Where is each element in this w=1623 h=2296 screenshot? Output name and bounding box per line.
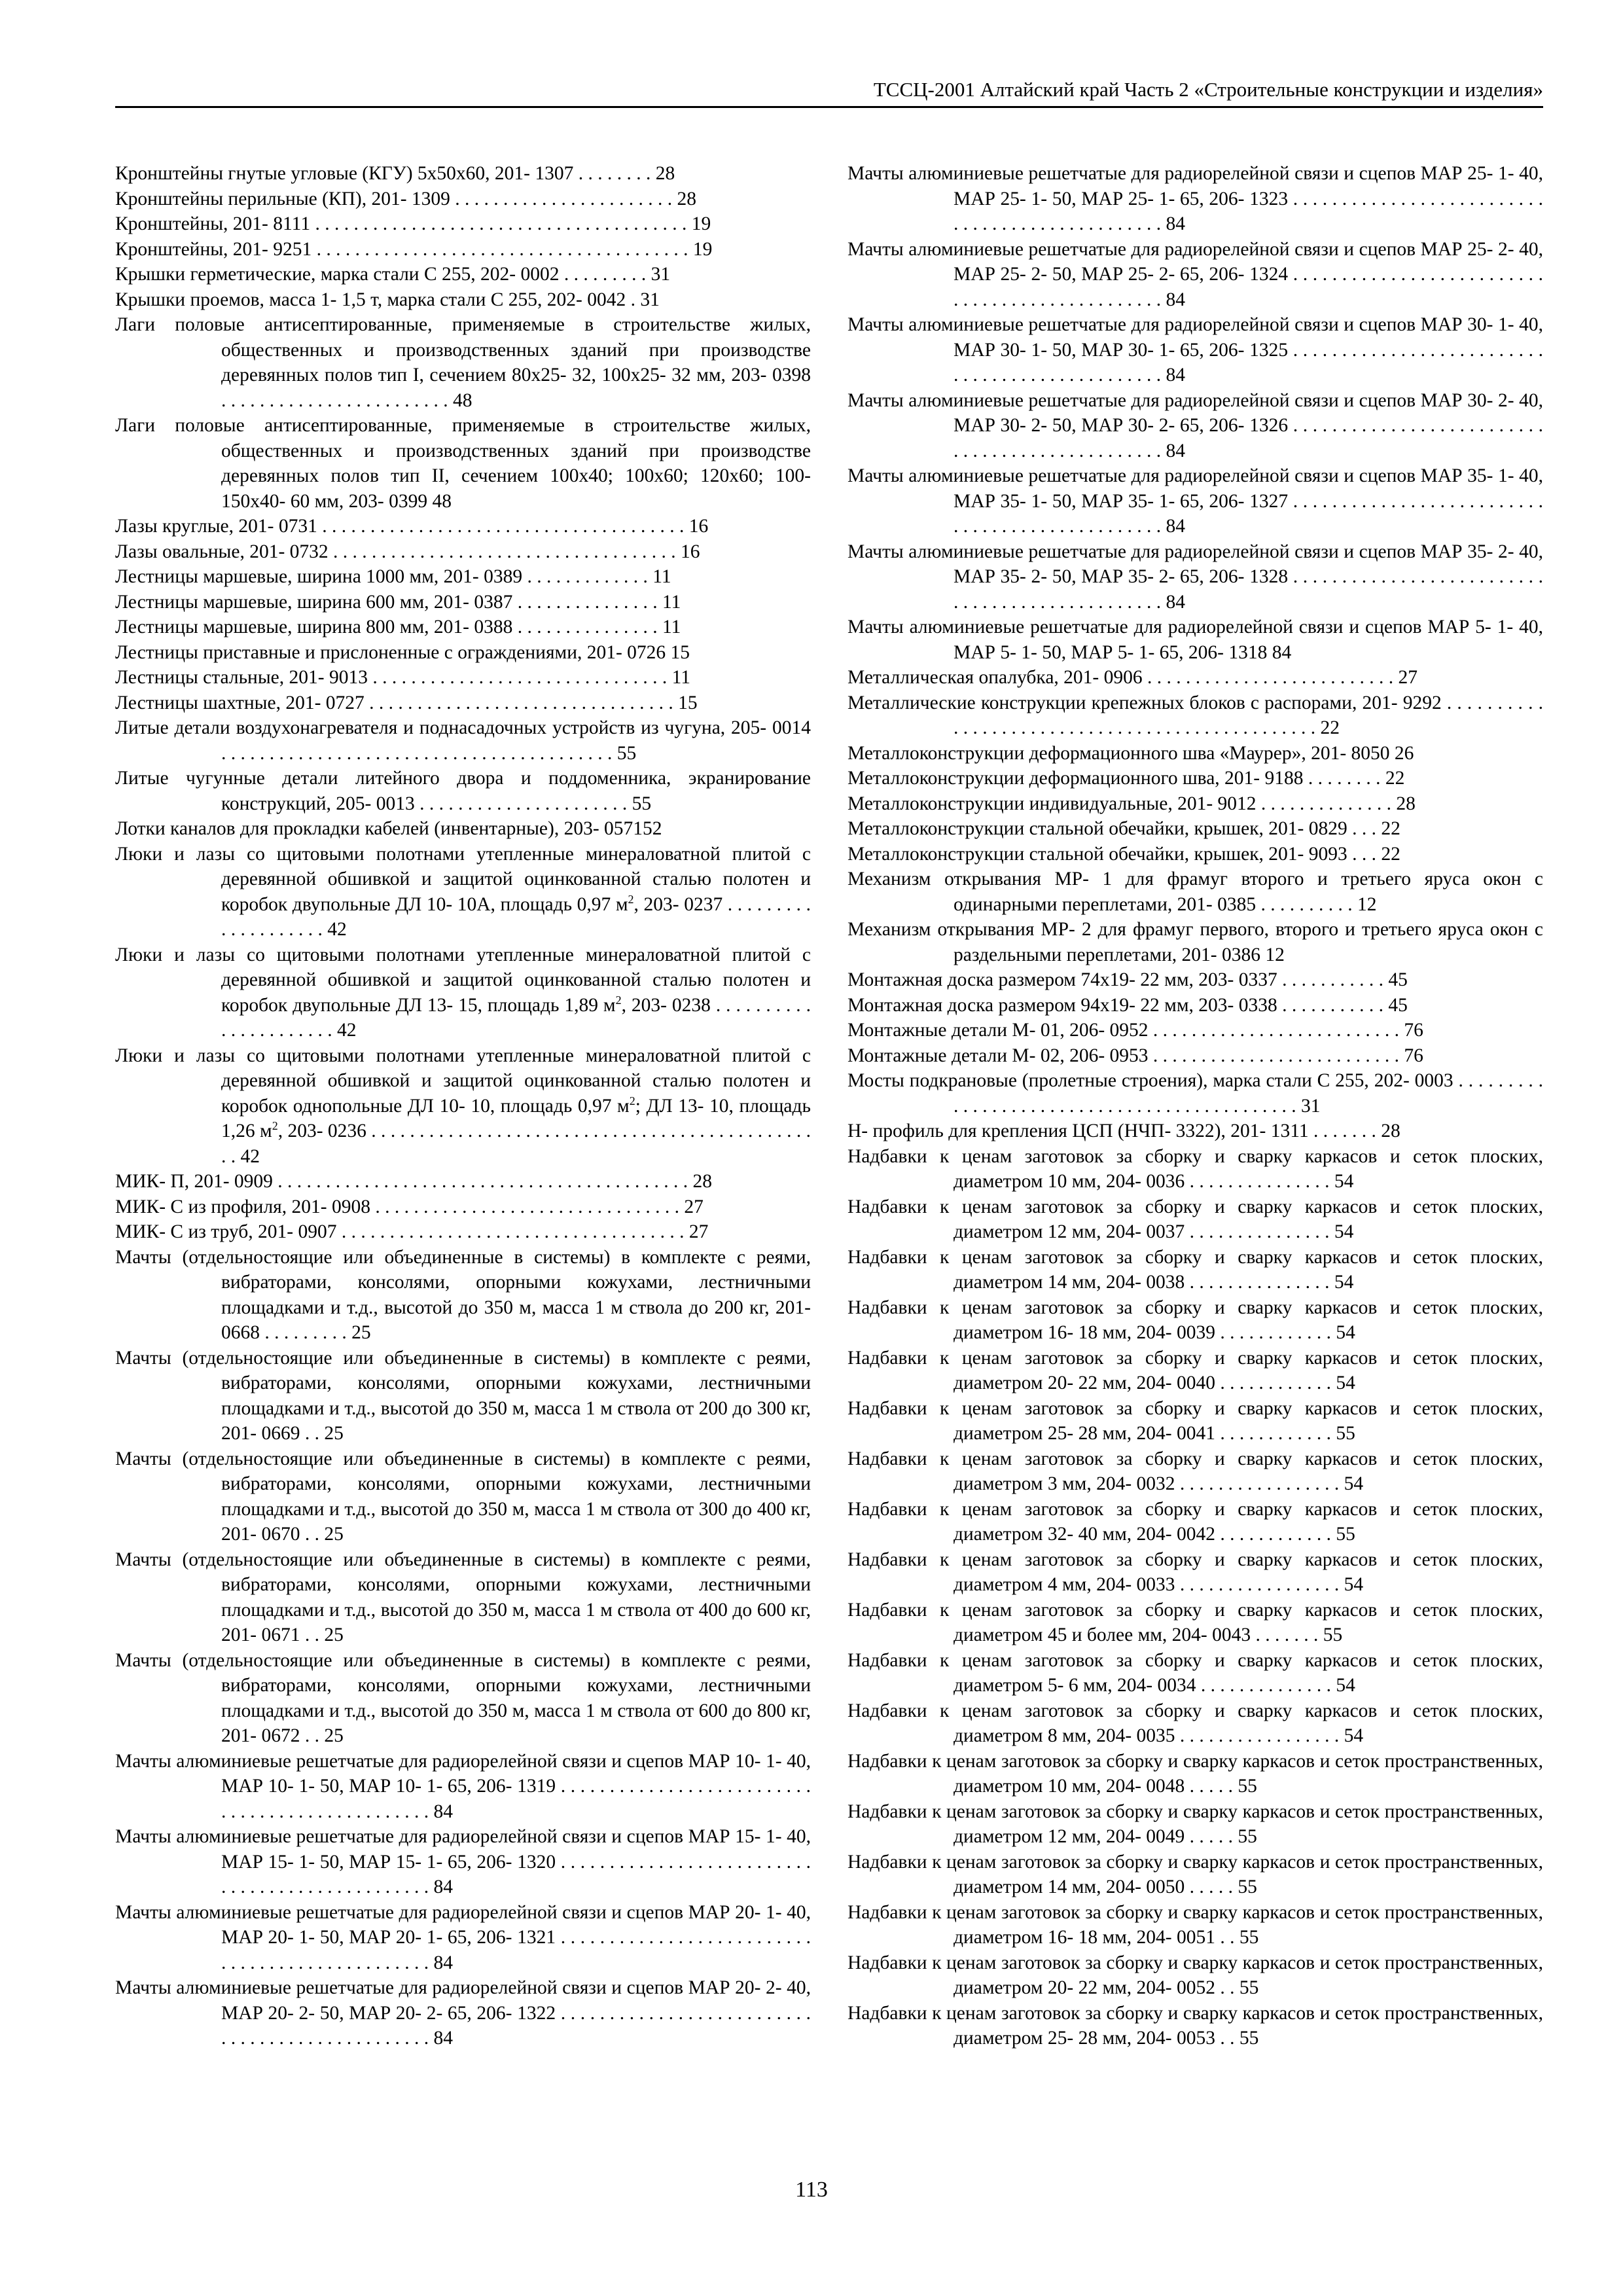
index-entry: Лазы круглые, 201- 0731 . . . . . . . . . . . . . . . . . . . . . . . . . . . . . . . . . . . . . . 16: [115, 516, 709, 537]
index-entry: Мачты алюминиевые решетчатые для радиорелейной связи и сцепов МАР 5- 1- 40, МАР 5- 1- 50, МАР 5- 1- 65, 206- 1318 84: [847, 617, 1543, 663]
index-entry: Кронштейны, 201- 8111 . . . . . . . . . . . . . . . . . . . . . . . . . . . . . . . . . . . . . . . 19: [115, 213, 711, 234]
index-entry: Надбавки к ценам заготовок за сборку и сварку каркасов и сеток плоских, диаметром 10 мм, 204- 0036 . . . . . . . . . . . . . . . 54: [847, 1145, 1543, 1192]
index-entry: Лотки каналов для прокладки кабелей (инвентарные), 203- 057152: [115, 818, 662, 839]
index-entry: Лаги половые антисептированные, применяемые в строительстве жилых, общественных и производственных зданий при производстве деревянных полов тип I, сечением 80х25- 32, 100х25- 32 мм, 203- 0398 . . . . . . . . . . . . . . . . . . . . . . . . 48: [115, 314, 811, 411]
index-entry: Надбавки к ценам заготовок за сборку и сварку каркасов и сеток плоских, диаметром 5- 6 мм, 204- 0034 . . . . . . . . . . . . . . 54: [847, 1649, 1543, 1696]
index-entry: Мачты (отдельностоящие или объединенные в системы) в комплекте с реями, вибраторами, консолями, опорными кожухами, лестничными площадками и т.д., высотой до 350 м, масса 1 м ствола от 300 до 400 кг, 201- 0670 . . 25: [115, 1448, 811, 1545]
index-entry: Металлические конструкции крепежных блоков с распорами, 201- 9292 . . . . . . . . . . . . . . . . . . . . . . . . . . . . . . . . . . . . . . . . . . . . . . . . 22: [847, 692, 1543, 738]
index-entry: Надбавки к ценам заготовок за сборку и сварку каркасов и сеток пространственных, диаметром 14 мм, 204- 0050 . . . . . 55: [847, 1851, 1543, 1897]
index-entry: Лестницы маршевые, ширина 600 мм, 201- 0387 . . . . . . . . . . . . . . . 11: [115, 591, 681, 613]
index-entry: Мачты алюминиевые решетчатые для радиорелейной связи и сцепов МАР 20- 1- 40, МАР 20- 1- 50, МАР 20- 1- 65, 206- 1321 . . . . . . . . . . . . . . . . . . . . . . . . . . . . . . . . . . . . . . . . . . . . . . . . 84: [115, 1901, 811, 1973]
index-entry: Надбавки к ценам заготовок за сборку и сварку каркасов и сеток пространственных, диаметром 10 мм, 204- 0048 . . . . . 55: [847, 1750, 1543, 1797]
index-entry: Надбавки к ценам заготовок за сборку и сварку каркасов и сеток плоских, диаметром 45 и более мм, 204- 0043 . . . . . . . 55: [847, 1599, 1543, 1645]
index-entry: Надбавки к ценам заготовок за сборку и сварку каркасов и сеток плоских, диаметром 16- 18 мм, 204- 0039 . . . . . . . . . . . . 54: [847, 1297, 1543, 1343]
index-entry: Надбавки к ценам заготовок за сборку и сварку каркасов и сеток пространственных, диаметром 20- 22 мм, 204- 0052 . . 55: [847, 1952, 1543, 1998]
index-entry: Мачты алюминиевые решетчатые для радиорелейной связи и сцепов МАР 25- 1- 40, МАР 25- 1- 50, МАР 25- 1- 65, 206- 1323 . . . . . . . . . . . . . . . . . . . . . . . . . . . . . . . . . . . . . . . . . . . . . . . . 84: [847, 163, 1543, 234]
index-entry: Монтажные детали М- 01, 206- 0952 . . . . . . . . . . . . . . . . . . . . . . . . . . 76: [847, 1020, 1423, 1041]
index-entry: Монтажные детали М- 02, 206- 0953 . . . . . . . . . . . . . . . . . . . . . . . . . . 76: [847, 1045, 1423, 1066]
index-entry: Мачты (отдельностоящие или объединенные в системы) в комплекте с реями, вибраторами, консолями, опорными кожухами, лестничными площадками и т.д., высотой до 350 м, масса 1 м ствола от 200 до 300 кг, 201- 0669 . . 25: [115, 1347, 811, 1444]
index-entry: Надбавки к ценам заготовок за сборку и сварку каркасов и сеток плоских, диаметром 3 мм, 204- 0032 . . . . . . . . . . . . . . . . . 54: [847, 1448, 1543, 1494]
index-entry: Надбавки к ценам заготовок за сборку и сварку каркасов и сеток плоских, диаметром 20- 22 мм, 204- 0040 . . . . . . . . . . . . 54: [847, 1347, 1543, 1393]
index-entry: Лазы овальные, 201- 0732 . . . . . . . . . . . . . . . . . . . . . . . . . . . . . . . . . . . . 16: [115, 541, 700, 562]
index-column-right: [847, 161, 1543, 2051]
index-entry: Мачты алюминиевые решетчатые для радиорелейной связи и сцепов МАР 35- 2- 40, МАР 35- 2- 50, МАР 35- 2- 65, 206- 1328 . . . . . . . . . . . . . . . . . . . . . . . . . . . . . . . . . . . . . . . . . . . . . . . . 84: [847, 541, 1543, 613]
index-entry: Монтажная доска размером 94х19- 22 мм, 203- 0338 . . . . . . . . . . . 45: [847, 994, 1408, 1016]
index-entry: Металлоконструкции деформационного шва, 201- 9188 . . . . . . . . 22: [847, 768, 1405, 789]
index-entry: Мачты алюминиевые решетчатые для радиорелейной связи и сцепов МАР 20- 2- 40, МАР 20- 2- 50, МАР 20- 2- 65, 206- 1322 . . . . . . . . . . . . . . . . . . . . . . . . . . . . . . . . . . . . . . . . . . . . . . . . 84: [115, 1977, 811, 2049]
index-entry: Монтажная доска размером 74х19- 22 мм, 203- 0337 . . . . . . . . . . . 45: [847, 969, 1408, 990]
index-entry: МИК- С из труб, 201- 0907 . . . . . . . . . . . . . . . . . . . . . . . . . . . . . . . . . . . . 27: [115, 1221, 709, 1242]
index-entry: Надбавки к ценам заготовок за сборку и сварку каркасов и сеток плоских, диаметром 8 мм, 204- 0035 . . . . . . . . . . . . . . . . . 54: [847, 1700, 1543, 1746]
index-entry: Надбавки к ценам заготовок за сборку и сварку каркасов и сеток плоских, диаметром 12 мм, 204- 0037 . . . . . . . . . . . . . . . 54: [847, 1196, 1543, 1242]
index-entry: Кронштейны гнутые угловые (КГУ) 5х50х60, 201- 1307 . . . . . . . . 28: [115, 163, 675, 184]
index-entry: Металлоконструкции индивидуальные, 201- 9012 . . . . . . . . . . . . . . 28: [847, 793, 1416, 814]
index-entry: Металлоконструкции деформационного шва «Маурер», 201- 8050 26: [847, 742, 1414, 764]
index-entry: Лестницы маршевые, ширина 800 мм, 201- 0388 . . . . . . . . . . . . . . . 11: [115, 617, 681, 637]
index-entry: Литые детали воздухонагревателя и поднасадочных устройств из чугуна, 205- 0014 . . . . . . . . . . . . . . . . . . . . . . . . . . . . . . . . . . . . . . . . . 55: [115, 717, 811, 764]
index-entry: Литые чугунные детали литейного двора и поддоменника, экранирование конструкций, 205- 0013 . . . . . . . . . . . . . . . . . . . . . . 55: [115, 768, 811, 814]
index-entry: Мосты подкрановые (пролетные строения), марка стали С 255, 202- 0003 . . . . . . . . . . . . . . . . . . . . . . . . . . . . . . . . . . . . . . . . . . . . . 31: [847, 1070, 1543, 1117]
index-entry: Надбавки к ценам заготовок за сборку и сварку каркасов и сеток пространственных, диаметром 12 мм, 204- 0049 . . . . . 55: [847, 1801, 1543, 1847]
index-entry: Надбавки к ценам заготовок за сборку и сварку каркасов и сеток пространственных, диаметром 25- 28 мм, 204- 0053 . . 55: [847, 2002, 1543, 2049]
index-entry: Надбавки к ценам заготовок за сборку и сварку каркасов и сеток плоских, диаметром 32- 40 мм, 204- 0042 . . . . . . . . . . . . 55: [847, 1498, 1543, 1545]
index-entry: Мачты алюминиевые решетчатые для радиорелейной связи и сцепов МАР 10- 1- 40, МАР 10- 1- 50, МАР 10- 1- 65, 206- 1319 . . . . . . . . . . . . . . . . . . . . . . . . . . . . . . . . . . . . . . . . . . . . . . . . 84: [115, 1750, 811, 1822]
index-entry: Мачты алюминиевые решетчатые для радиорелейной связи и сцепов МАР 30- 1- 40, МАР 30- 1- 50, МАР 30- 1- 65, 206- 1325 . . . . . . . . . . . . . . . . . . . . . . . . . . . . . . . . . . . . . . . . . . . . . . . . 84: [847, 314, 1543, 386]
index-entry: Мачты (отдельностоящие или объединенные в системы) в комплекте с реями, вибраторами, консолями, опорными кожухами, лестничными площадками и т.д., высотой до 350 м, масса 1 м ствола от 400 до 600 кг, 201- 0671 . . 25: [115, 1549, 811, 1645]
index-entry: Кронштейны перильные (КП), 201- 1309 . . . . . . . . . . . . . . . . . . . . . . . 28: [115, 188, 697, 209]
index-entry: Н- профиль для крепления ЦСП (НЧП- 3322), 201- 1311 . . . . . . . 28: [847, 1121, 1400, 1141]
index-entry: Металлоконструкции стальной обечайки, крышек, 201- 0829 . . . 22: [847, 818, 1400, 839]
index-entry: Надбавки к ценам заготовок за сборку и сварку каркасов и сеток плоских, диаметром 14 мм, 204- 0038 . . . . . . . . . . . . . . . 54: [847, 1246, 1543, 1293]
index-entry: Надбавки к ценам заготовок за сборку и сварку каркасов и сеток плоских, диаметром 4 мм, 204- 0033 . . . . . . . . . . . . . . . . . 54: [847, 1549, 1543, 1595]
index-entry: Мачты (отдельностоящие или объединенные в системы) в комплекте с реями, вибраторами, консолями, опорными кожухами, лестничными площадками и т.д., высотой до 350 м, масса 1 м ствола от 600 до 800 кг, 201- 0672 . . 25: [115, 1649, 811, 1746]
page-header: ТССЦ-2001 Алтайский край Часть 2 «Строительные конструкции и изделия»: [115, 73, 1543, 108]
index-entry: Металлоконструкции стальной обечайки, крышек, 201- 9093 . . . 22: [847, 843, 1400, 865]
index-entry: Лестницы приставные и прислоненные с ограждениями, 201- 0726 15: [115, 641, 690, 663]
index-entry: Люки и лазы со щитовыми полотнами утепленные минераловатной плитой с деревянной обшивкой и защитой оцинкованной сталью полотен и коробок однопольные ДЛ 10- 10, площадь 0,97 $м^2$; ДЛ 13- 10, площадь 1,26 $м^2$, 203- 0236 . . . . . . . . . . . . . . . . . . . . . . . . . . . . . . . . . . . . . . . . . . . . . . . . 42: [115, 1045, 811, 1167]
index-entry: Люки и лазы со щитовыми полотнами утепленные минераловатной плитой с деревянной обшивкой и защитой оцинкованной сталью полотен и коробок двупольные ДЛ 13- 15, площадь 1,89 $м^2$, 203- 0238 . . . . . . . . . . . . . . . . . . . . . . 42: [115, 944, 811, 1041]
index-entry: Механизм открывания МР- 2 для фрамуг первого, второго и третьего яруса окон с раздельными переплетами, 201- 0386 12: [847, 919, 1543, 965]
index-entry: Надбавки к ценам заготовок за сборку и сварку каркасов и сеток плоских, диаметром 25- 28 мм, 204- 0041 . . . . . . . . . . . . 55: [847, 1397, 1543, 1444]
index-entry: Лестницы маршевые, ширина 1000 мм, 201- 0389 . . . . . . . . . . . . . 11: [115, 566, 671, 587]
index-entry: Мачты алюминиевые решетчатые для радиорелейной связи и сцепов МАР 15- 1- 40, МАР 15- 1- 50, МАР 15- 1- 65, 206- 1320 . . . . . . . . . . . . . . . . . . . . . . . . . . . . . . . . . . . . . . . . . . . . . . . . 84: [115, 1826, 811, 1897]
index-entry: Лестницы стальные, 201- 9013 . . . . . . . . . . . . . . . . . . . . . . . . . . . . . . . 11: [115, 667, 690, 688]
index-column-left: [115, 161, 811, 2051]
index-entry: Лаги половые антисептированные, применяемые в строительстве жилых, общественных и производственных зданий при производстве деревянных полов тип II, сечением 100х40; 100х60; 120х60; 100- 150х40- 60 мм, 203- 0399 48: [115, 415, 811, 512]
index-entry: Мачты алюминиевые решетчатые для радиорелейной связи и сцепов МАР 30- 2- 40, МАР 30- 2- 50, МАР 30- 2- 65, 206- 1326 . . . . . . . . . . . . . . . . . . . . . . . . . . . . . . . . . . . . . . . . . . . . . . . . 84: [847, 389, 1543, 461]
index-entry: Мачты алюминиевые решетчатые для радиорелейной связи и сцепов МАР 35- 1- 40, МАР 35- 1- 50, МАР 35- 1- 65, 206- 1327 . . . . . . . . . . . . . . . . . . . . . . . . . . . . . . . . . . . . . . . . . . . . . . . . 84: [847, 465, 1543, 537]
index-entry: Люки и лазы со щитовыми полотнами утепленные минераловатной плитой с деревянной обшивкой и защитой оцинкованной сталью полотен и коробок двупольные ДЛ 10- 10А, площадь 0,97 $м^2$, 203- 0237 . . . . . . . . . . . . . . . . . . . . 42: [115, 843, 811, 940]
index-entry: Надбавки к ценам заготовок за сборку и сварку каркасов и сеток пространственных, диаметром 16- 18 мм, 204- 0051 . . 55: [847, 1901, 1543, 1948]
index-entry: Механизм открывания МР- 1 для фрамуг второго и третьего яруса окон с одинарными переплетами, 201- 0385 . . . . . . . . . . 12: [847, 869, 1543, 915]
index-entry: Крышки герметические, марка стали С 255, 202- 0002 . . . . . . . . . 31: [115, 264, 671, 285]
index-entry: Металлическая опалубка, 201- 0906 . . . . . . . . . . . . . . . . . . . . . . . . . . 27: [847, 667, 1418, 688]
index-entry: МИК- П, 201- 0909 . . . . . . . . . . . . . . . . . . . . . . . . . . . . . . . . . . . . . . . . . . . 28: [115, 1171, 713, 1192]
index-entry: Мачты (отдельностоящие или объединенные в системы) в комплекте с реями, вибраторами, консолями, опорными кожухами, лестничными площадками и т.д., высотой до 350 м, масса 1 м ствола до 200 кг, 201- 0668 . . . . . . . . . 25: [115, 1246, 811, 1343]
index-entry: МИК- С из профиля, 201- 0908 . . . . . . . . . . . . . . . . . . . . . . . . . . . . . . . . 27: [115, 1196, 704, 1217]
index-entry: Крышки проемов, масса 1- 1,5 т, марка стали С 255, 202- 0042 . 31: [115, 289, 660, 310]
page-number: 113: [795, 2178, 828, 2202]
index-entry: Лестницы шахтные, 201- 0727 . . . . . . . . . . . . . . . . . . . . . . . . . . . . . . . . 15: [115, 692, 698, 713]
index-entry: Мачты алюминиевые решетчатые для радиорелейной связи и сцепов МАР 25- 2- 40, МАР 25- 2- 50, МАР 25- 2- 65, 206- 1324 . . . . . . . . . . . . . . . . . . . . . . . . . . . . . . . . . . . . . . . . . . . . . . . . 84: [847, 238, 1543, 310]
index-entry: Кронштейны, 201- 9251 . . . . . . . . . . . . . . . . . . . . . . . . . . . . . . . . . . . . . . . 19: [115, 238, 713, 260]
